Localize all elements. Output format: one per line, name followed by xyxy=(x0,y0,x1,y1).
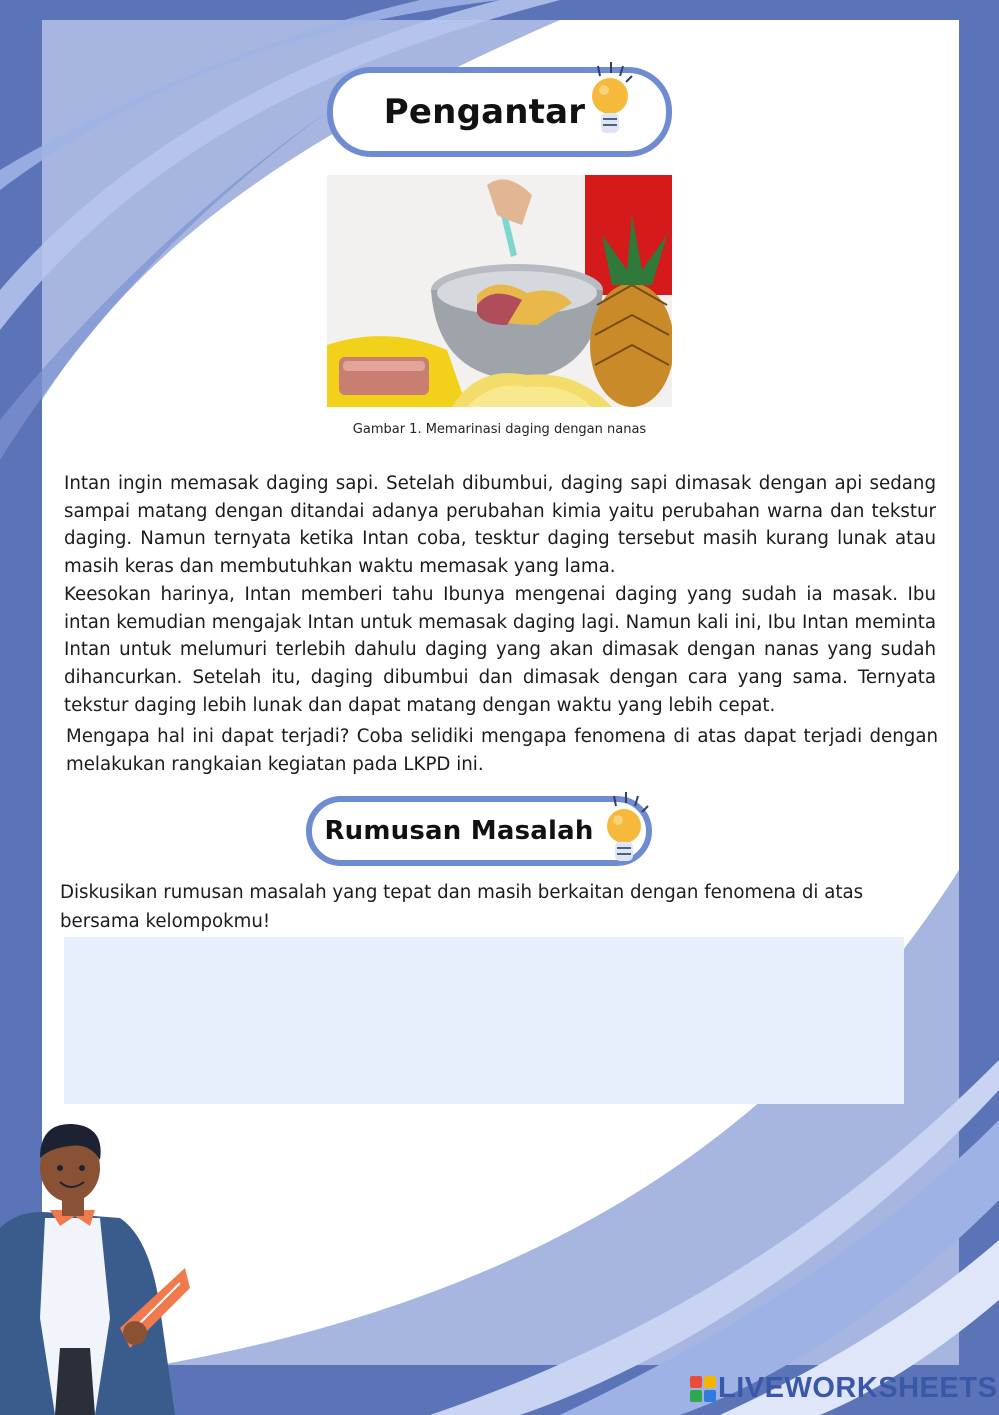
lightbulb-icon xyxy=(594,792,652,870)
liveworksheets-logo-icon xyxy=(690,1376,716,1402)
intro-paragraph-2: Keesokan harinya, Intan memberi tahu Ibunya mengenai daging yang sudah ia masak. Ibu intan kemudian mengajak Intan untuk memasak daging lagi. Namun kali ini, Ibu Intan meminta Intan untuk melumuri terlebih dahulu daging yang akan dimasak dengan nanas yang sudah dihancurkan. Setelah itu, daging dibumbui dan dimasak dengan cara yang sama. Ternyata tekstur daging lebih lunak dan dapat matang dengan waktu yang lebih cepat. xyxy=(64,584,936,716)
intro-paragraph-1: Intan ingin memasak daging sapi. Setelah dibumbui, daging sapi dimasak dengan api sedang sampai matang dengan ditandai adanya perubahan kimia yaitu perubahan warna dan tekstur daging. Namun ternyata ketika Intan coba, tesktur daging tersebut masih kurang lunak atau masih keras dan membutuhkan waktu memasak yang lama. xyxy=(64,473,936,578)
liveworksheets-brand xyxy=(690,1372,997,1405)
figure-caption: Gambar 1. Memarinasi daging dengan nanas xyxy=(352,422,647,437)
brand-name: LIVEWORKSHEETS xyxy=(718,1372,998,1404)
lightbulb-icon xyxy=(580,60,636,144)
page-title: Pengantar xyxy=(383,92,586,132)
marinating-meat-photo xyxy=(327,175,672,407)
answer-field[interactable] xyxy=(64,937,904,1104)
teacher-illustration xyxy=(0,1118,200,1415)
intro-question: Mengapa hal ini dapat terjadi? Coba selidiki mengapa fenomena di atas dapat terjadi dengan melakukan rangkaian kegiatan pada LKPD ini. xyxy=(66,726,938,775)
instruction-text: Diskusikan rumusan masalah yang tepat dan masih berkaitan dengan fenomena di atas bersama kelompokmu! xyxy=(60,882,864,932)
section-title: Rumusan Masalah xyxy=(324,816,594,846)
